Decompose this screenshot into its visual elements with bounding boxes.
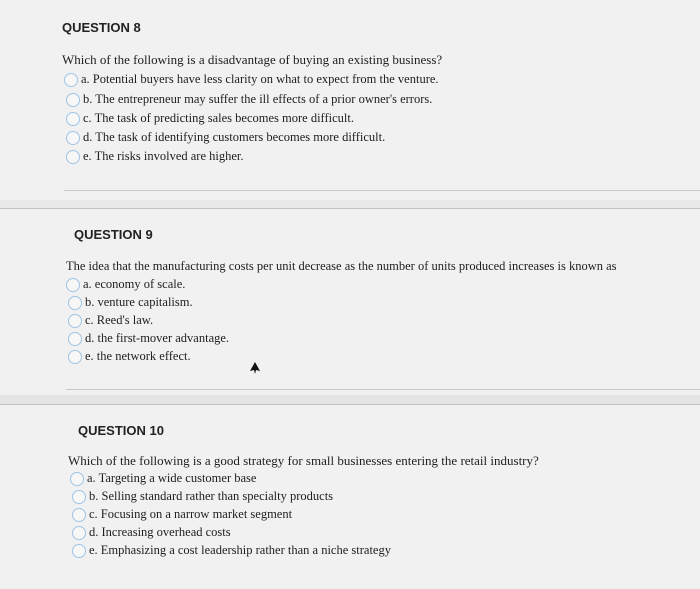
question-8-block bbox=[0, 0, 700, 200]
option-label: a. Targeting a wide customer base bbox=[87, 471, 257, 485]
radio-button[interactable] bbox=[72, 508, 86, 522]
question-9-header: QUESTION 9 bbox=[74, 227, 153, 242]
option-label: b. Selling standard rather than specialty products bbox=[89, 489, 334, 503]
option-label: e. the network effect. bbox=[85, 349, 191, 363]
radio-button[interactable] bbox=[66, 93, 80, 107]
question-9-option-c[interactable] bbox=[68, 313, 153, 328]
option-label: c. Reed's law. bbox=[85, 313, 154, 327]
radio-button[interactable] bbox=[68, 332, 82, 346]
question-10-option-a[interactable] bbox=[70, 471, 256, 486]
radio-button[interactable] bbox=[68, 350, 82, 364]
question-9-block bbox=[0, 208, 700, 395]
radio-button[interactable] bbox=[72, 544, 86, 558]
radio-button[interactable] bbox=[68, 314, 82, 328]
option-label: b. The entrepreneur may suffer the ill effects of a prior owner's errors. bbox=[83, 92, 433, 106]
question-8-option-d[interactable] bbox=[66, 130, 385, 145]
radio-button[interactable] bbox=[66, 131, 80, 145]
option-label: b. venture capitalism. bbox=[85, 295, 193, 309]
question-8-option-e[interactable] bbox=[66, 149, 244, 164]
question-8-header: QUESTION 8 bbox=[62, 20, 141, 35]
option-label: e. Emphasizing a cost leadership rather than a niche strategy bbox=[89, 543, 391, 557]
radio-button[interactable] bbox=[66, 150, 80, 164]
question-10-header: QUESTION 10 bbox=[78, 423, 164, 438]
question-9-option-b[interactable] bbox=[68, 295, 193, 310]
option-label: c. The task of predicting sales becomes more difficult. bbox=[83, 111, 354, 125]
radio-button[interactable] bbox=[66, 112, 80, 126]
option-label: e. The risks involved are higher. bbox=[83, 149, 244, 163]
radio-button[interactable] bbox=[70, 472, 84, 486]
question-8-option-c[interactable] bbox=[66, 111, 354, 126]
question-10-prompt: Which of the following is a good strategy for small businesses entering the retail industry? bbox=[68, 453, 539, 468]
question-10-block bbox=[0, 404, 700, 589]
radio-button[interactable] bbox=[68, 296, 82, 310]
option-label: d. the first-mover advantage. bbox=[85, 331, 230, 345]
divider bbox=[66, 389, 700, 390]
question-8-option-b[interactable] bbox=[66, 92, 432, 107]
radio-button[interactable] bbox=[72, 490, 86, 504]
radio-button[interactable] bbox=[66, 278, 80, 292]
option-label: a. Potential buyers have less clarity on what to expect from the venture. bbox=[81, 72, 439, 86]
question-8-prompt: Which of the following is a disadvantage of buying an existing business? bbox=[62, 52, 443, 67]
option-label: d. The task of identifying customers becomes more difficult. bbox=[83, 130, 386, 144]
radio-button[interactable] bbox=[64, 73, 78, 87]
option-label: c. Focusing on a narrow market segment bbox=[89, 507, 293, 521]
option-label: a. economy of scale. bbox=[83, 277, 186, 291]
divider bbox=[64, 190, 700, 191]
question-9-prompt: The idea that the manufacturing costs per unit decrease as the number of units produced increases is known as bbox=[66, 259, 617, 273]
mouse-cursor-icon bbox=[250, 362, 260, 374]
question-10-option-d[interactable] bbox=[72, 525, 231, 540]
question-9-option-a[interactable] bbox=[66, 277, 185, 292]
question-10-option-b[interactable] bbox=[72, 489, 333, 504]
option-label: d. Increasing overhead costs bbox=[89, 525, 231, 539]
question-8-option-a[interactable] bbox=[64, 72, 439, 87]
radio-button[interactable] bbox=[72, 526, 86, 540]
question-9-option-e[interactable] bbox=[68, 349, 191, 364]
question-10-option-c[interactable] bbox=[72, 507, 292, 522]
question-10-option-e[interactable] bbox=[72, 543, 391, 558]
question-9-option-d[interactable] bbox=[68, 331, 229, 346]
